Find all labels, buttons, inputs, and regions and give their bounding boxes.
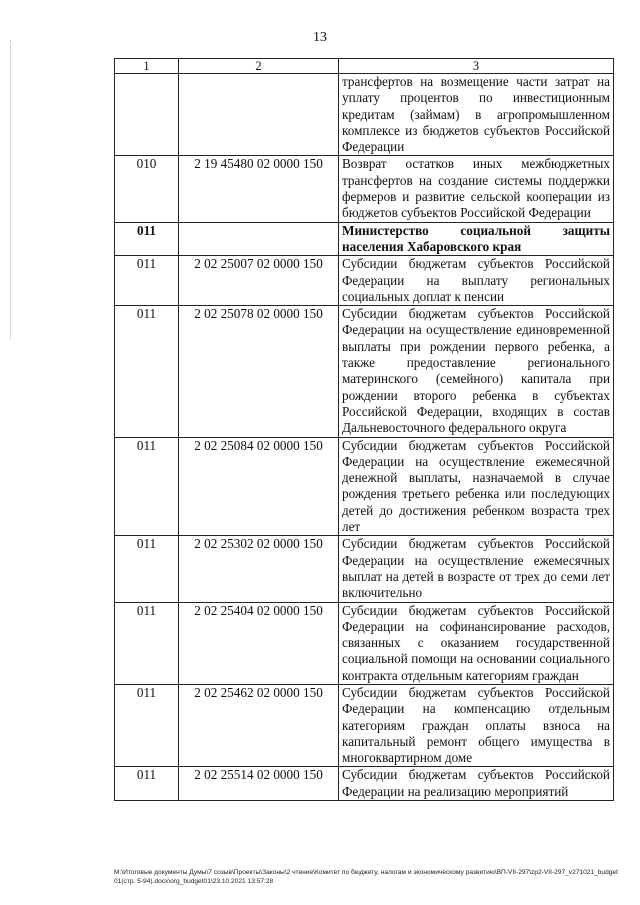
table-row <box>115 437 614 536</box>
table-row <box>115 767 614 801</box>
budget-code-cell: 2 02 25514 02 0000 150 <box>179 767 339 801</box>
description-cell: Субсидии бюджетам субъектов Российской Федерации на осуществление ежемесячных выплат на детей в возрасте от трех до семи лет включительно <box>339 536 614 602</box>
description-cell: Субсидии бюджетам субъектов Российской Федерации на осуществление единовременной выплаты при рождении первого ребенка, а также предоставление регионального материнского (семейного) капитала при рождении второго ребенка в субъектах Российской Федерации, входящих в состав Дальневосточного федерального округа <box>339 306 614 437</box>
table-row <box>115 306 614 437</box>
admin-code-cell: 011 <box>115 306 179 437</box>
header-col-2: 2 <box>179 59 339 74</box>
budget-code-cell: 2 02 25462 02 0000 150 <box>179 684 339 766</box>
admin-code-cell: 011 <box>115 602 179 684</box>
description-cell: Возврат остатков иных межбюджетных трансфертов на создание системы поддержки фермеров и развитие сельской кооперации из бюджетов субъектов Российской Федерации <box>339 156 614 222</box>
table-row <box>115 74 614 156</box>
table-row <box>115 602 614 684</box>
table-row <box>115 536 614 602</box>
budget-code-cell: 2 02 25404 02 0000 150 <box>179 602 339 684</box>
admin-code-cell: 011 <box>115 536 179 602</box>
description-cell: трансфертов на возмещение части затрат на уплату процентов по инвестиционным кредитам (займам) в агропромышленном комплексе из бюджетов субъектов Российской Федерации <box>339 74 614 156</box>
table-row <box>115 222 614 256</box>
budget-code-cell: 2 02 25078 02 0000 150 <box>179 306 339 437</box>
budget-table <box>114 58 614 801</box>
admin-code-cell: 011 <box>115 222 179 256</box>
description-cell: Субсидии бюджетам субъектов Российской Федерации на реализацию мероприятий <box>339 767 614 801</box>
budget-code-cell: 2 19 45480 02 0000 150 <box>179 156 339 222</box>
page-number: 13 <box>313 30 327 45</box>
budget-table-body <box>115 59 614 801</box>
header-col-1: 1 <box>115 59 179 74</box>
description-cell: Субсидии бюджетам субъектов Российской Федерации на выплату региональных социальных доплат к пенсии <box>339 256 614 306</box>
file-path-footer: M:\Итоговые документы Думы\7 созыв\Проекты\Законы\2 чтение\Комитет по бюджету, налогам и экономическому развитию\ВП-VII-297\zp2-VII-297_v271021_budget01(стр. 5-94).docx\org_budget01\23.10.2021 13:57:28 <box>114 869 618 885</box>
table-row <box>115 684 614 766</box>
table-row <box>115 156 614 222</box>
header-col-3: 3 <box>339 59 614 74</box>
header-row <box>115 59 614 74</box>
description-cell: Субсидии бюджетам субъектов Российской Федерации на осуществление ежемесячной денежной выплаты, назначаемой в случае рождения третьего ребенка или последующих детей до достижения ребенком возраста трех лет <box>339 437 614 536</box>
admin-code-cell: 011 <box>115 256 179 306</box>
admin-code-cell <box>115 74 179 156</box>
budget-code-cell: 2 02 25302 02 0000 150 <box>179 536 339 602</box>
description-cell: Министерство социальной защиты населения Хабаровского края <box>339 222 614 256</box>
budget-code-cell <box>179 74 339 156</box>
admin-code-cell: 011 <box>115 437 179 536</box>
description-cell: Субсидии бюджетам субъектов Российской Федерации на компенсацию отдельным категориям граждан оплаты взноса на капитальный ремонт общего имущества в многоквартирном доме <box>339 684 614 766</box>
description-cell: Субсидии бюджетам субъектов Российской Федерации на софинансирование расходов, связанных с оказанием государственной социальной помощи на основании социального контракта отдельным категориям граждан <box>339 602 614 684</box>
budget-code-cell: 2 02 25007 02 0000 150 <box>179 256 339 306</box>
margin-mark <box>10 40 13 340</box>
budget-code-cell: 2 02 25084 02 0000 150 <box>179 437 339 536</box>
table-row <box>115 256 614 306</box>
admin-code-cell: 011 <box>115 684 179 766</box>
admin-code-cell: 010 <box>115 156 179 222</box>
budget-code-cell <box>179 222 339 256</box>
admin-code-cell: 011 <box>115 767 179 801</box>
